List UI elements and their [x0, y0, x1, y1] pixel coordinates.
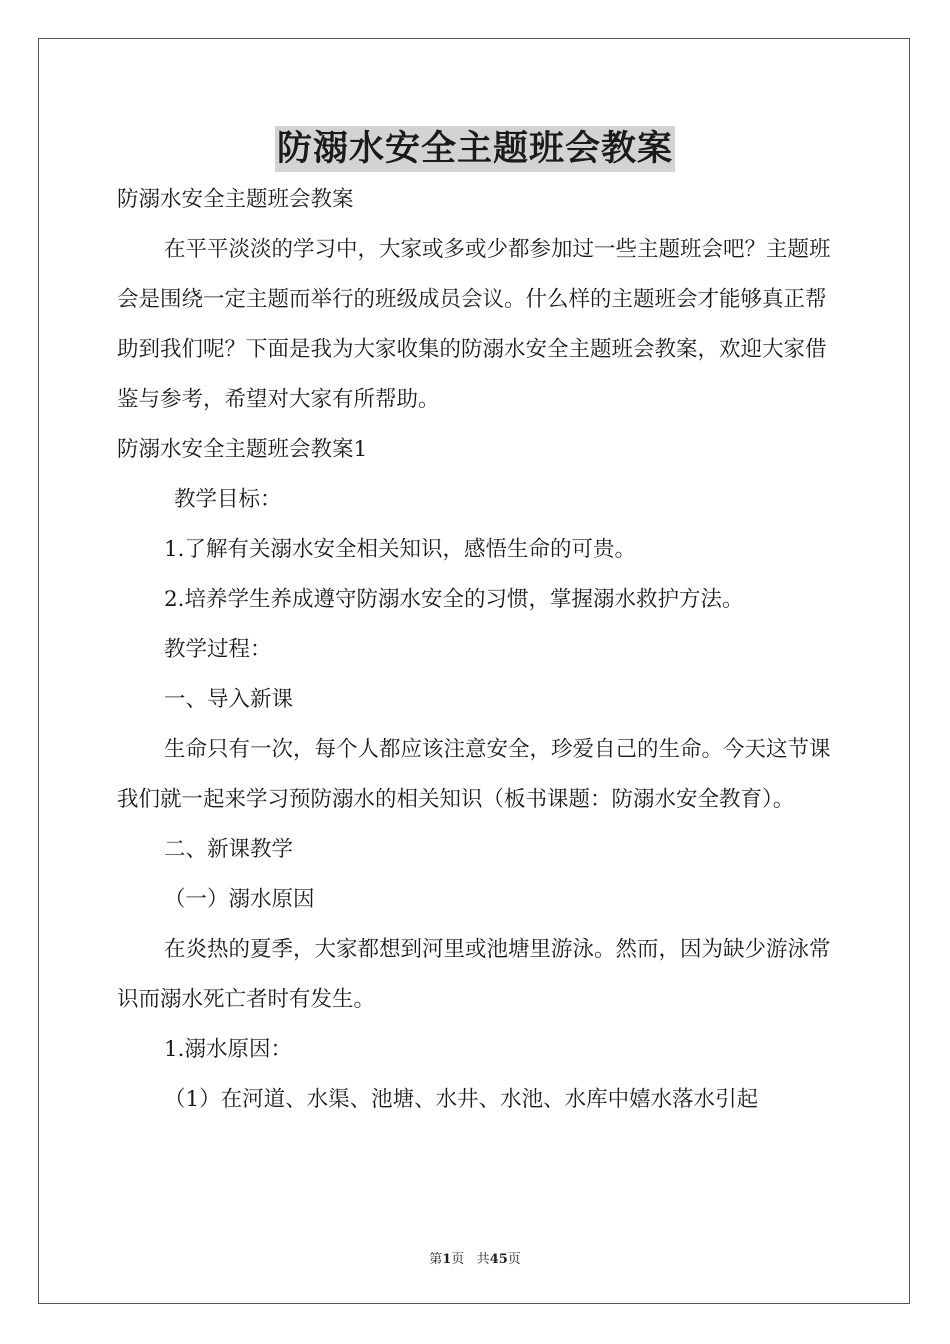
paragraph-goal-1: 1.了解有关溺水安全相关知识，感悟生命的可贵。 — [164, 537, 637, 562]
paragraph-step-2: 二、新课教学 — [164, 837, 294, 862]
paragraph-subsection-1: （一）溺水原因 — [164, 887, 315, 912]
paragraph-teaching-process: 教学过程： — [164, 637, 272, 662]
footer-page-pre: 第 — [429, 1252, 443, 1267]
page-footer — [0, 1248, 950, 1267]
footer-total-pages: 45 — [489, 1252, 508, 1267]
paragraph-cause-1: （1）在河道、水渠、池塘、水井、水池、水库中嬉水落水引起 — [164, 1087, 759, 1112]
paragraph-causes-heading: 1.溺水原因： — [164, 1037, 293, 1062]
footer-page-number: 1 — [442, 1252, 452, 1267]
footer-total-pre: 共 — [476, 1252, 490, 1267]
paragraph-subtitle: 防溺水安全主题班会教案 — [117, 187, 354, 212]
paragraph-teaching-goals: 教学目标： — [174, 487, 282, 512]
paragraph-section-heading: 防溺水安全主题班会教案1 — [117, 437, 368, 462]
paragraph-goal-2: 2.培养学生养成遵守防溺水安全的习惯，掌握溺水救护方法。 — [164, 587, 744, 612]
footer-page-post: 页 — [451, 1252, 465, 1267]
paragraph-intro: 在平平淡淡的学习中，大家或多或少都参加过一些主题班会吧？主题班会是围绕一定主题而举行的班级成员会议。什么样的主题班会才能够真正帮助到我们呢？下面是我为大家收集的防溺水安全主题班会教案，欢迎大家借鉴与参考，希望对大家有所帮助。 — [117, 237, 831, 412]
paragraph-subsection-1-body: 在炎热的夏季，大家都想到河里或池塘里游泳。然而，因为缺少游泳常识而溺水死亡者时有发生。 — [117, 937, 831, 1012]
paragraph-step-1: 一、导入新课 — [164, 687, 294, 712]
footer-total-post: 页 — [507, 1252, 521, 1267]
document-title: 防溺水安全主题班会教案 — [275, 126, 675, 172]
title-wrap — [0, 126, 950, 172]
document-body — [117, 175, 833, 1125]
paragraph-step-1-body: 生命只有一次，每个人都应该注意安全，珍爱自己的生命。今天这节课我们就一起来学习预防溺水的相关知识（板书课题：防溺水安全教育）。 — [117, 737, 831, 812]
